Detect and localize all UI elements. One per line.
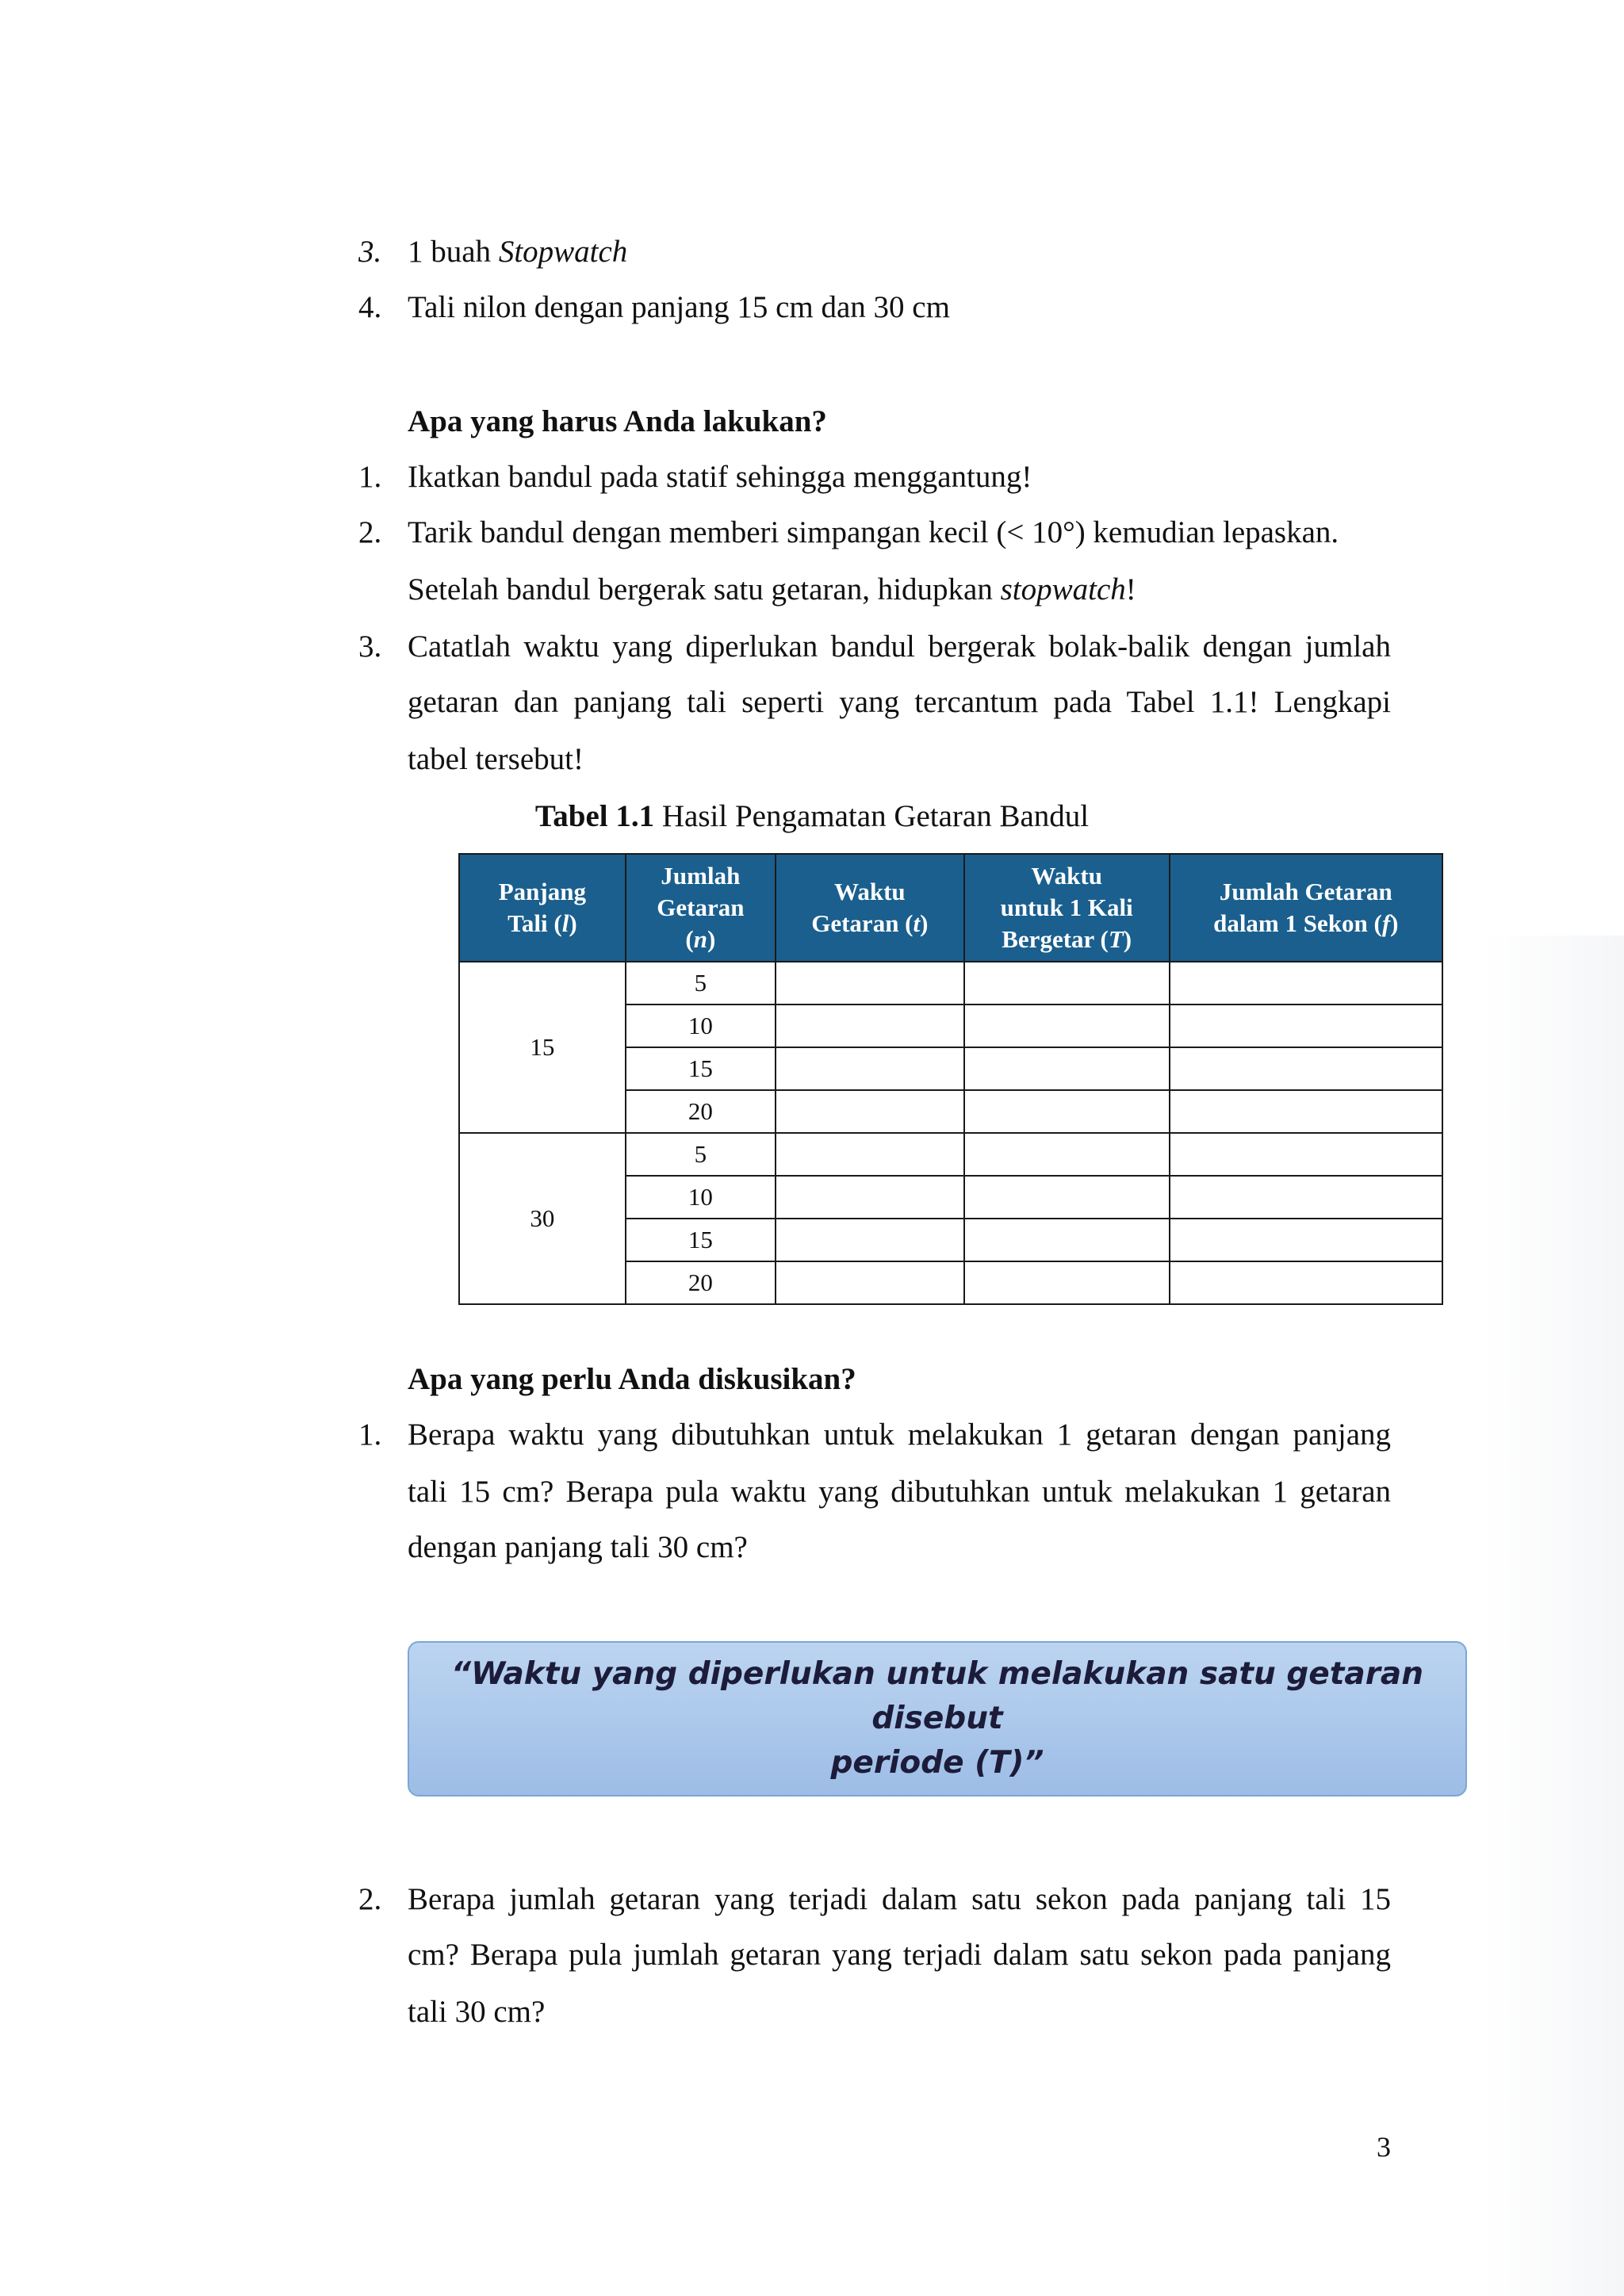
empty-cell[interactable]	[964, 962, 1170, 1004]
question-1-line-2: tali 15 cm? Berapa pula waktu yang dibutuhkan untuk melakukan 1 getaran	[408, 1475, 1391, 1509]
question-2-line-1: Berapa jumlah getaran yang terjadi dalam satu sekon pada panjang tali 15	[408, 1882, 1391, 1916]
empty-cell[interactable]	[964, 1219, 1170, 1261]
header-2-close: )	[707, 925, 716, 953]
count-cell: 10	[626, 1176, 776, 1219]
table-caption	[0, 798, 1624, 836]
header-5-line-2: dalam 1 Sekon (	[1213, 909, 1382, 937]
empty-cell[interactable]	[964, 1133, 1170, 1176]
empty-cell[interactable]	[776, 1004, 964, 1047]
table-row	[459, 962, 1442, 1004]
empty-cell[interactable]	[776, 1261, 964, 1304]
header-5-line-1: Jumlah Getaran	[1219, 878, 1392, 905]
header-3-var: t	[913, 909, 921, 937]
empty-cell[interactable]	[776, 1219, 964, 1261]
empty-cell[interactable]	[776, 962, 964, 1004]
empty-cell[interactable]	[964, 1004, 1170, 1047]
empty-cell[interactable]	[964, 1090, 1170, 1133]
empty-cell[interactable]	[1170, 1090, 1442, 1133]
count-cell: 20	[626, 1090, 776, 1133]
step-3-line-1: Catatlah waktu yang diperlukan bandul bergerak bolak-balik dengan jumlah	[408, 629, 1391, 664]
empty-cell[interactable]	[964, 1261, 1170, 1304]
count-cell: 5	[626, 962, 776, 1004]
header-1-close: )	[569, 909, 577, 937]
discussion-heading: Apa yang perlu Anda diskusikan?	[408, 1362, 856, 1396]
count-cell: 20	[626, 1261, 776, 1304]
header-2-line-2: Getaran	[657, 894, 745, 921]
empty-cell[interactable]	[776, 1176, 964, 1219]
empty-cell[interactable]	[1170, 1133, 1442, 1176]
definition-callout	[408, 1641, 1467, 1797]
header-4-close: )	[1123, 925, 1132, 953]
step-3-line-3: tabel tersebut!	[408, 742, 584, 776]
tools-item-3-italic: Stopwatch	[498, 235, 628, 269]
empty-cell[interactable]	[776, 1047, 964, 1090]
step-3-number: 3.	[358, 629, 382, 664]
empty-cell[interactable]	[1170, 1004, 1442, 1047]
question-1-line-3: dengan panjang tali 30 cm?	[408, 1530, 748, 1564]
header-4-line-2: untuk 1 Kali	[1000, 894, 1133, 921]
step-1-line-1: Ikatkan bandul pada statif sehingga menggantung!	[408, 460, 1032, 494]
definition-line-1: “Waktu yang diperlukan untuk melakukan satu getaran disebut	[450, 1656, 1424, 1736]
header-1-var: l	[561, 909, 569, 937]
table-caption-label: Tabel 1.1	[534, 799, 655, 833]
step-2-line-2-end: !	[1125, 572, 1136, 607]
header-jumlah-getaran: Jumlah Getaran (n)	[626, 854, 776, 962]
question-2-number: 2.	[358, 1882, 382, 1916]
header-4-line-1: Waktu	[1031, 862, 1102, 890]
tools-item-3-text: 1 buah	[408, 235, 499, 269]
header-3-line-2: Getaran (	[811, 909, 914, 937]
header-waktu-getaran	[776, 854, 964, 962]
procedure-heading: Apa yang harus Anda lakukan?	[408, 404, 827, 438]
tools-item-4: Tali nilon dengan panjang 15 cm dan 30 cm	[408, 290, 950, 324]
tools-item-3-number: 3.	[358, 235, 382, 269]
length-cell-15: 15	[459, 962, 626, 1133]
empty-cell[interactable]	[1170, 1261, 1442, 1304]
tools-item-3	[408, 233, 627, 271]
observation-table	[458, 853, 1443, 1305]
header-5-close: )	[1390, 909, 1399, 937]
count-cell: 5	[626, 1133, 776, 1176]
step-2-line-2	[408, 571, 1136, 609]
step-1-number: 1.	[358, 460, 382, 494]
empty-cell[interactable]	[1170, 1219, 1442, 1261]
tools-item-4-number: 4.	[358, 290, 382, 324]
count-cell: 15	[626, 1047, 776, 1090]
question-2-line-3: tali 30 cm?	[408, 1995, 546, 2029]
empty-cell[interactable]	[964, 1176, 1170, 1219]
empty-cell[interactable]	[1170, 1176, 1442, 1219]
header-1-line-2: Tali (	[508, 909, 562, 937]
question-1-line-1: Berapa waktu yang dibutuhkan untuk melakukan 1 getaran dengan panjang	[408, 1418, 1391, 1452]
header-3-line-1: Waktu	[834, 878, 906, 905]
step-2-number: 2.	[358, 515, 382, 549]
count-cell: 15	[626, 1219, 776, 1261]
header-5-var: f	[1381, 909, 1391, 937]
step-2-line-2-italic: stopwatch	[1000, 572, 1126, 607]
header-jumlah-getaran-per-sekon	[1170, 854, 1442, 962]
table-caption-text: Hasil Pengamatan Getaran Bandul	[654, 799, 1090, 833]
step-2-line-2-text: Setelah bandul bergerak satu getaran, hidupkan	[408, 572, 1001, 607]
header-1-line-1: Panjang	[498, 878, 586, 905]
header-2-line-1: Jumlah	[661, 862, 741, 890]
header-4-var: T	[1108, 925, 1124, 953]
question-2-line-2: cm? Berapa pula jumlah getaran yang terjadi dalam satu sekon pada panjang	[408, 1938, 1391, 1972]
step-3-line-2: getaran dan panjang tali seperti yang tercantum pada Tabel 1.1! Lengkapi	[408, 685, 1391, 719]
step-2-line-1: Tarik bandul dengan memberi simpangan kecil (< 10°) kemudian lepaskan.	[408, 515, 1339, 549]
table-row	[459, 1133, 1442, 1176]
header-waktu-satu-getaran	[964, 854, 1170, 962]
header-2-var: n	[693, 925, 707, 953]
definition-line-2: periode (T)”	[830, 1745, 1044, 1781]
empty-cell[interactable]	[776, 1133, 964, 1176]
header-4-line-3: Bergetar (	[1002, 925, 1109, 953]
question-1-number: 1.	[358, 1418, 382, 1452]
definition-text	[438, 1652, 1437, 1785]
empty-cell[interactable]	[1170, 962, 1442, 1004]
empty-cell[interactable]	[1170, 1047, 1442, 1090]
page-number: 3	[1377, 2131, 1391, 2163]
table-header-row	[459, 854, 1442, 962]
length-cell-30: 30	[459, 1133, 626, 1304]
header-3-close: )	[920, 909, 929, 937]
count-cell: 10	[626, 1004, 776, 1047]
empty-cell[interactable]	[964, 1047, 1170, 1090]
header-panjang-tali	[459, 854, 626, 962]
empty-cell[interactable]	[776, 1090, 964, 1133]
